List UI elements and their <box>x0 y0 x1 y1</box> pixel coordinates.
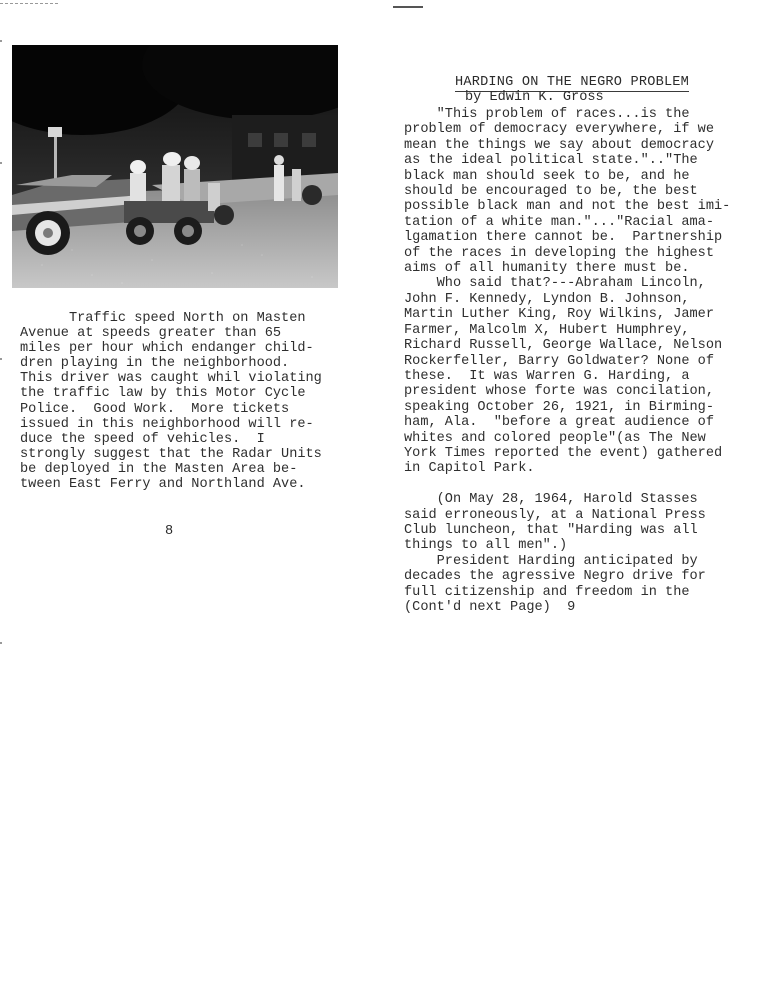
text-line: whites and colored people"(as The New <box>404 430 706 446</box>
margin-dot <box>0 642 2 644</box>
text-line: in Capitol Park. <box>404 461 535 477</box>
left-column-text <box>20 311 322 492</box>
text-line: (Cont'd next Page) 9 <box>404 600 576 615</box>
margin-dot <box>0 358 2 360</box>
top-center-edge-mark <box>393 6 423 8</box>
text-line: should be encouraged to be, the best <box>404 184 698 200</box>
text-line: these. It was Warren G. Harding, a <box>404 368 690 384</box>
text-line: dren playing in the neighborhood. <box>20 356 290 372</box>
text-line: president whose forte was concilation, <box>404 384 714 400</box>
text-line: miles per hour which endanger child- <box>20 341 314 357</box>
text-line: ham, Ala. "before a great audience of <box>404 415 714 431</box>
text-line: strongly suggest that the Radar Units <box>20 446 322 462</box>
text-line: tation of a white man."..."Racial ama- <box>404 214 714 230</box>
text-line: duce the speed of vehicles. I <box>20 431 265 447</box>
top-left-edge-mark <box>0 3 58 5</box>
text-line: (On May 28, 1964, Harold Stasses <box>404 492 698 508</box>
text-line: as the ideal political state.".."The <box>404 153 698 169</box>
right-column-text <box>404 107 730 615</box>
text-line: the traffic law by this Motor Cycle <box>20 386 306 402</box>
photo-street-scene-image <box>12 45 338 288</box>
page-number-left: 8 <box>165 524 174 539</box>
text-line: speaking October 26, 1921, in Birming- <box>404 399 714 415</box>
text-line <box>404 477 730 492</box>
text-line: be deployed in the Masten Area be- <box>20 461 298 477</box>
margin-dot <box>0 162 2 164</box>
text-line: This driver was caught whil violating <box>20 371 322 387</box>
text-line: President Harding anticipated by <box>404 553 698 569</box>
text-line: problem of democracy everywhere, if we <box>404 122 714 138</box>
text-line: Martin Luther King, Roy Wilkins, Jamer <box>404 307 714 323</box>
text-line: black man should seek to be, and he <box>404 168 690 184</box>
text-line: Richard Russell, George Wallace, Nelson <box>404 338 723 354</box>
article-title: HARDING ON THE NEGRO PROBLEM <box>455 75 690 90</box>
text-line: Rockerfeller, Barry Goldwater? None of <box>404 353 714 369</box>
text-line: Avenue at speeds greater than 65 <box>20 326 282 342</box>
photo-street-scene <box>12 45 338 288</box>
text-line: issued in this neighborhood will re- <box>20 416 314 432</box>
text-line: Club luncheon, that "Harding was all <box>404 522 698 538</box>
text-line: things to all men".) <box>404 538 568 554</box>
text-line: Who said that?---Abraham Lincoln, <box>404 276 706 292</box>
text-line: aims of all humanity there must be. <box>404 261 690 277</box>
text-line: Police. Good Work. More tickets <box>20 401 290 417</box>
text-line: possible black man and not the best imi- <box>404 199 731 215</box>
text-line: Traffic speed North on Masten <box>20 311 306 326</box>
article-byline: by Edwin K. Gross <box>465 90 604 105</box>
text-line: tween East Ferry and Northland Ave. <box>20 477 306 493</box>
text-line: of the races in developing the highest <box>404 245 714 261</box>
text-line: full citizenship and freedom in the <box>404 584 690 600</box>
text-line: said erroneously, at a National Press <box>404 507 706 523</box>
text-line: mean the things we say about democracy <box>404 137 714 153</box>
margin-dot <box>0 40 2 42</box>
text-line: York Times reported the event) gathered <box>404 445 723 461</box>
text-line: "This problem of races...is the <box>404 107 690 122</box>
text-line: lgamation there cannot be. Partnership <box>404 230 723 246</box>
text-line: Farmer, Malcolm X, Hubert Humphrey, <box>404 322 690 338</box>
text-line: John F. Kennedy, Lyndon B. Johnson, <box>404 291 690 307</box>
text-line: decades the agressive Negro drive for <box>404 569 706 585</box>
